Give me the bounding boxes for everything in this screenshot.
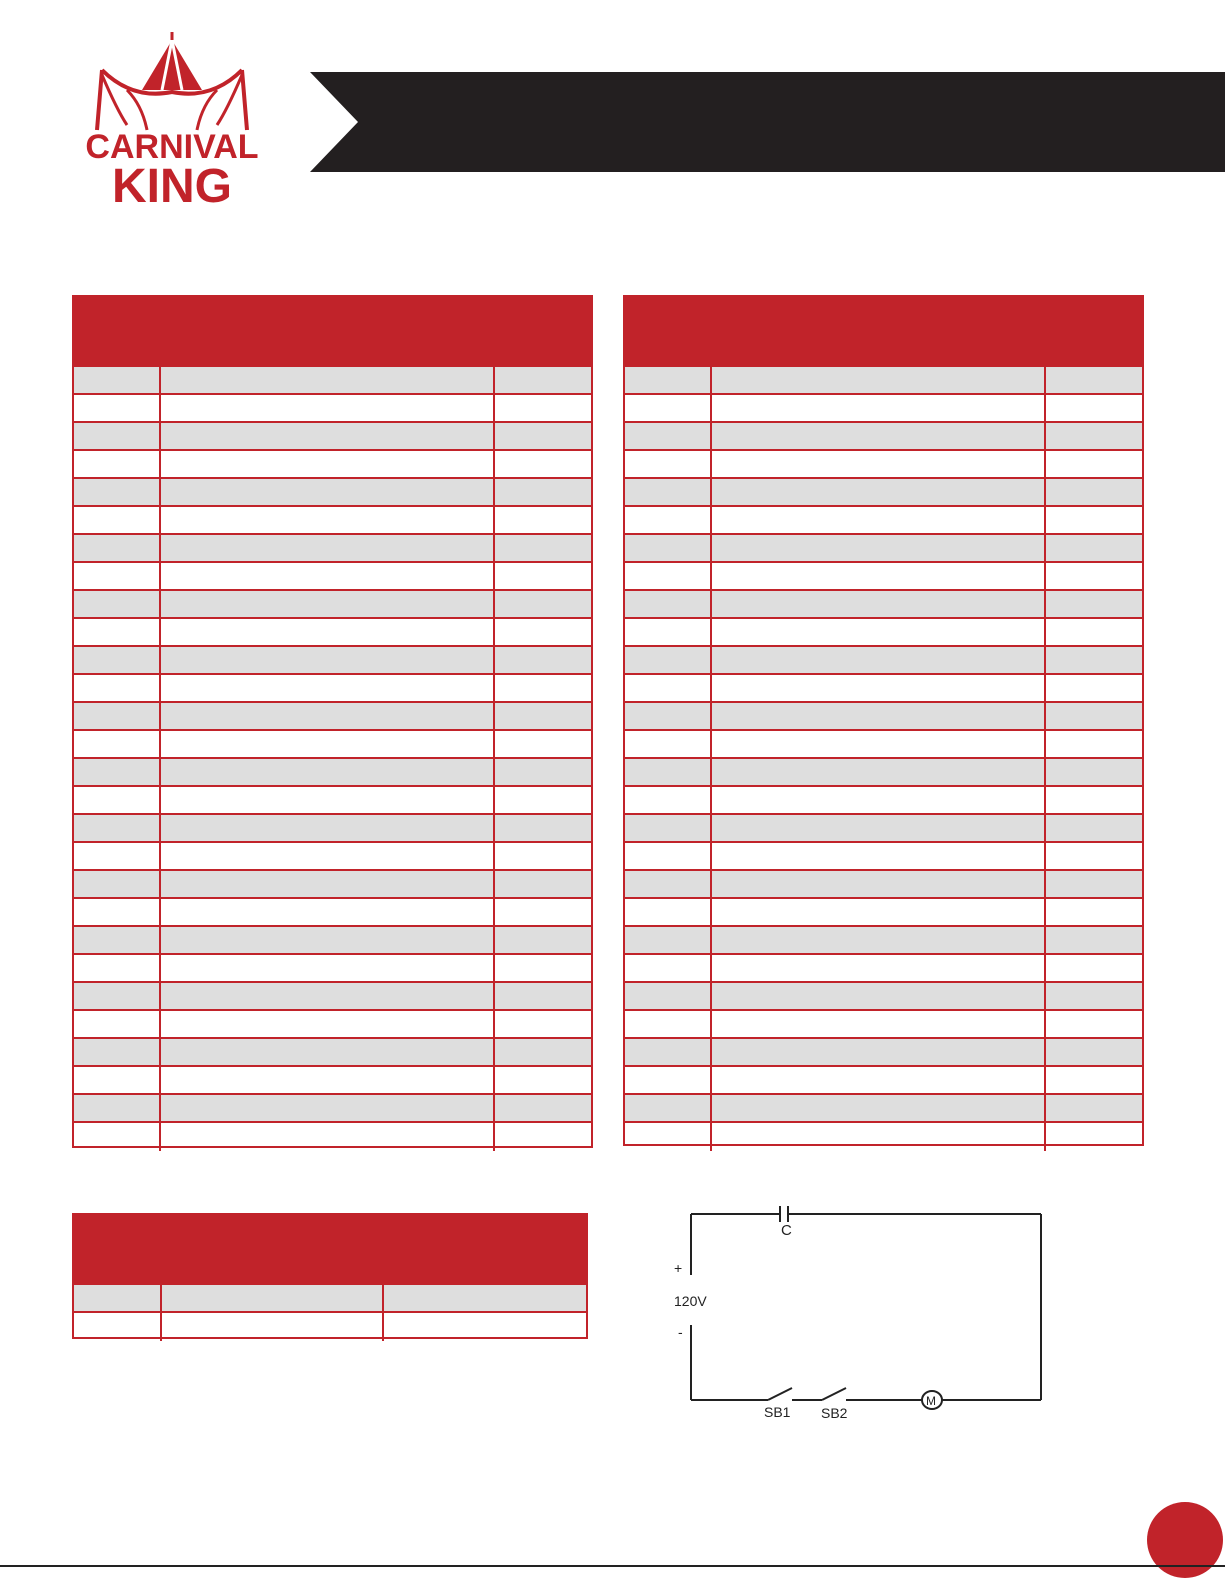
table-cell [625, 1039, 712, 1065]
table-cell [1046, 1123, 1142, 1151]
table-cell [625, 563, 712, 589]
table-cell [625, 955, 712, 981]
table-cell [161, 787, 495, 813]
table-cell [161, 675, 495, 701]
table-row [625, 367, 1142, 395]
table-cell [712, 563, 1046, 589]
table-cell [495, 1123, 591, 1151]
table-cell [712, 507, 1046, 533]
table-cell [161, 927, 495, 953]
table-cell [495, 591, 591, 617]
table-row [74, 787, 591, 815]
table-cell [74, 675, 161, 701]
table-cell [625, 591, 712, 617]
table-row [74, 423, 591, 451]
table-cell [712, 367, 1046, 393]
table-row [74, 871, 591, 899]
table-cell [495, 1011, 591, 1037]
table-cell [1046, 451, 1142, 477]
table-cell [74, 731, 161, 757]
table-cell [161, 423, 495, 449]
table-cell [625, 871, 712, 897]
table-cell [495, 1095, 591, 1121]
table-cell [1046, 395, 1142, 421]
table-row [74, 1095, 591, 1123]
page-number-badge [1140, 1495, 1225, 1585]
table-row [625, 1095, 1142, 1123]
table-row [625, 843, 1142, 871]
table-cell [74, 815, 161, 841]
table-cell [1046, 731, 1142, 757]
table-cell [74, 591, 161, 617]
table-row [625, 1123, 1142, 1151]
table-cell [161, 479, 495, 505]
table-cell [161, 731, 495, 757]
table-cell [74, 1039, 161, 1065]
table-cell [162, 1313, 384, 1341]
table-cell [625, 731, 712, 757]
table-cell [712, 815, 1046, 841]
table-cell [74, 1095, 161, 1121]
table-row [625, 871, 1142, 899]
table-row [74, 703, 591, 731]
negative-label: - [678, 1324, 683, 1340]
table-cell [712, 899, 1046, 925]
table-cell [74, 1123, 161, 1151]
table-row [74, 1039, 591, 1067]
header-banner [310, 72, 1225, 172]
table-cell [161, 451, 495, 477]
table-row [74, 1313, 586, 1341]
table-cell [495, 703, 591, 729]
table-cell [161, 563, 495, 589]
table-cell [1046, 983, 1142, 1009]
table-row [74, 367, 591, 395]
table-cell [495, 451, 591, 477]
table-cell [495, 955, 591, 981]
table-cell [161, 955, 495, 981]
table-row [74, 759, 591, 787]
table-cell [625, 843, 712, 869]
table-cell [161, 619, 495, 645]
table-cell [1046, 423, 1142, 449]
table-row [625, 1011, 1142, 1039]
table-row [625, 507, 1142, 535]
table-cell [625, 367, 712, 393]
table-cell [625, 1011, 712, 1037]
table-row [625, 899, 1142, 927]
table-cell [712, 1067, 1046, 1093]
table-row [625, 927, 1142, 955]
table-cell [625, 927, 712, 953]
table-cell [1046, 1011, 1142, 1037]
table-cell [74, 759, 161, 785]
table-cell [712, 1095, 1046, 1121]
table-row [625, 703, 1142, 731]
table-cell [712, 647, 1046, 673]
carnival-king-logo [72, 30, 272, 210]
table-row [74, 927, 591, 955]
table-cell [161, 703, 495, 729]
table-cell [74, 983, 161, 1009]
table-row [74, 815, 591, 843]
table-cell [625, 423, 712, 449]
table-cell [625, 507, 712, 533]
table-cell [625, 759, 712, 785]
table-row [74, 591, 591, 619]
table-row [625, 759, 1142, 787]
table-row [625, 451, 1142, 479]
table-cell [625, 815, 712, 841]
logo-line1: CARNIVAL [85, 128, 259, 166]
table-row [74, 675, 591, 703]
table-row [74, 1285, 586, 1313]
table-row [625, 395, 1142, 423]
table-cell [74, 563, 161, 589]
table-cell [625, 983, 712, 1009]
table-cell [74, 423, 161, 449]
table-cell [712, 395, 1046, 421]
table-row [625, 619, 1142, 647]
tent-icon [97, 32, 247, 130]
table-cell [495, 423, 591, 449]
table-cell [625, 675, 712, 701]
table-cell [161, 1011, 495, 1037]
table-cell [161, 535, 495, 561]
table-cell [161, 815, 495, 841]
table-cell [495, 983, 591, 1009]
table-cell [74, 955, 161, 981]
table-row [74, 1011, 591, 1039]
table-cell [74, 1067, 161, 1093]
table-cell [1046, 815, 1142, 841]
table-cell [1046, 563, 1142, 589]
parts-table-right [623, 295, 1144, 1146]
table-cell [495, 731, 591, 757]
table-cell [74, 367, 161, 393]
table-cell [495, 927, 591, 953]
table-cell [712, 703, 1046, 729]
table-body [74, 367, 591, 1151]
table-cell [625, 1123, 712, 1151]
table-cell [1046, 787, 1142, 813]
table-row [625, 591, 1142, 619]
table-cell [495, 759, 591, 785]
switch1-label: SB1 [764, 1404, 791, 1420]
switch2-label: SB2 [821, 1405, 848, 1421]
table-cell [1046, 535, 1142, 561]
table-cell [1046, 703, 1142, 729]
table-cell [74, 703, 161, 729]
capacitor-label: C [781, 1222, 792, 1239]
table-row [625, 423, 1142, 451]
table-cell [712, 1039, 1046, 1065]
table-cell [712, 535, 1046, 561]
table-row [625, 787, 1142, 815]
table-row [74, 1067, 591, 1095]
table-cell [74, 1313, 162, 1341]
table-row [74, 479, 591, 507]
table-cell [712, 1123, 1046, 1151]
table-cell [161, 1123, 495, 1151]
table-cell [712, 927, 1046, 953]
table-header [74, 1215, 586, 1285]
table-cell [495, 367, 591, 393]
circuit-diagram [660, 1190, 1060, 1430]
table-row [625, 815, 1142, 843]
table-cell [712, 1011, 1046, 1037]
table-cell [161, 647, 495, 673]
table-cell [495, 675, 591, 701]
table-cell [712, 731, 1046, 757]
table-row [625, 535, 1142, 563]
table-cell [161, 1095, 495, 1121]
table-cell [625, 647, 712, 673]
table-cell [1046, 591, 1142, 617]
table-cell [74, 843, 161, 869]
table-row [74, 1123, 591, 1151]
table-cell [1046, 507, 1142, 533]
table-cell [74, 535, 161, 561]
table-cell [712, 675, 1046, 701]
table-cell [495, 619, 591, 645]
voltage-label: 120V [674, 1293, 707, 1309]
parts-table-left [72, 295, 593, 1148]
table-row [74, 955, 591, 983]
table-row [74, 451, 591, 479]
table-cell [712, 451, 1046, 477]
table-cell [74, 1011, 161, 1037]
table-cell [495, 1067, 591, 1093]
table-row [625, 647, 1142, 675]
spec-table [72, 1213, 588, 1339]
table-header [625, 297, 1142, 367]
table-cell [1046, 899, 1142, 925]
table-cell [712, 479, 1046, 505]
table-cell [712, 843, 1046, 869]
table-body [74, 1285, 586, 1341]
table-cell [712, 619, 1046, 645]
table-row [74, 899, 591, 927]
table-cell [712, 871, 1046, 897]
table-cell [712, 955, 1046, 981]
table-cell [1046, 647, 1142, 673]
table-row [625, 983, 1142, 1011]
table-cell [74, 451, 161, 477]
table-cell [384, 1313, 586, 1341]
table-cell [625, 395, 712, 421]
table-cell [1046, 1095, 1142, 1121]
table-cell [161, 899, 495, 925]
table-cell [1046, 367, 1142, 393]
table-cell [74, 871, 161, 897]
table-cell [495, 1039, 591, 1065]
footer-rule [0, 1565, 1225, 1567]
table-cell [495, 871, 591, 897]
table-cell [1046, 619, 1142, 645]
table-cell [495, 787, 591, 813]
table-cell [161, 367, 495, 393]
switch-sb1 [768, 1388, 792, 1400]
table-cell [1046, 675, 1142, 701]
table-cell [495, 563, 591, 589]
table-row [74, 507, 591, 535]
table-cell [625, 1067, 712, 1093]
table-cell [495, 815, 591, 841]
table-cell [384, 1285, 586, 1311]
table-cell [74, 507, 161, 533]
table-cell [74, 927, 161, 953]
table-cell [161, 983, 495, 1009]
table-cell [495, 899, 591, 925]
table-cell [161, 871, 495, 897]
table-cell [74, 1285, 162, 1311]
table-cell [495, 507, 591, 533]
table-cell [161, 759, 495, 785]
table-cell [625, 451, 712, 477]
table-cell [1046, 955, 1142, 981]
table-cell [625, 619, 712, 645]
table-cell [495, 843, 591, 869]
table-cell [74, 479, 161, 505]
table-row [625, 479, 1142, 507]
table-cell [712, 759, 1046, 785]
table-row [74, 983, 591, 1011]
table-cell [1046, 1039, 1142, 1065]
table-row [74, 731, 591, 759]
table-cell [161, 1067, 495, 1093]
table-cell [161, 395, 495, 421]
table-row [625, 675, 1142, 703]
table-cell [162, 1285, 384, 1311]
table-cell [625, 479, 712, 505]
logo-line2: KING [112, 160, 232, 210]
table-row [74, 563, 591, 591]
table-cell [1046, 871, 1142, 897]
table-cell [161, 591, 495, 617]
table-cell [74, 619, 161, 645]
table-cell [625, 787, 712, 813]
motor-label: M [926, 1394, 936, 1408]
table-body [625, 367, 1142, 1151]
table-cell [1046, 927, 1142, 953]
table-cell [495, 535, 591, 561]
table-cell [161, 1039, 495, 1065]
table-row [625, 1067, 1142, 1095]
table-row [74, 535, 591, 563]
table-row [74, 843, 591, 871]
table-cell [712, 983, 1046, 1009]
table-cell [74, 899, 161, 925]
table-cell [495, 395, 591, 421]
table-row [74, 395, 591, 423]
table-cell [74, 787, 161, 813]
table-header [74, 297, 591, 367]
table-cell [1046, 479, 1142, 505]
table-cell [161, 843, 495, 869]
switch-sb2 [822, 1388, 846, 1400]
table-cell [74, 647, 161, 673]
table-cell [625, 703, 712, 729]
table-cell [712, 591, 1046, 617]
table-cell [625, 899, 712, 925]
positive-label: + [674, 1260, 683, 1276]
table-cell [1046, 1067, 1142, 1093]
table-cell [625, 1095, 712, 1121]
table-row [625, 731, 1142, 759]
table-row [74, 647, 591, 675]
table-cell [712, 787, 1046, 813]
table-cell [712, 423, 1046, 449]
table-row [625, 955, 1142, 983]
table-cell [1046, 843, 1142, 869]
table-cell [495, 647, 591, 673]
table-cell [495, 479, 591, 505]
table-row [625, 1039, 1142, 1067]
table-cell [74, 395, 161, 421]
table-row [74, 619, 591, 647]
table-cell [625, 535, 712, 561]
table-cell [1046, 759, 1142, 785]
table-row [625, 563, 1142, 591]
table-cell [161, 507, 495, 533]
